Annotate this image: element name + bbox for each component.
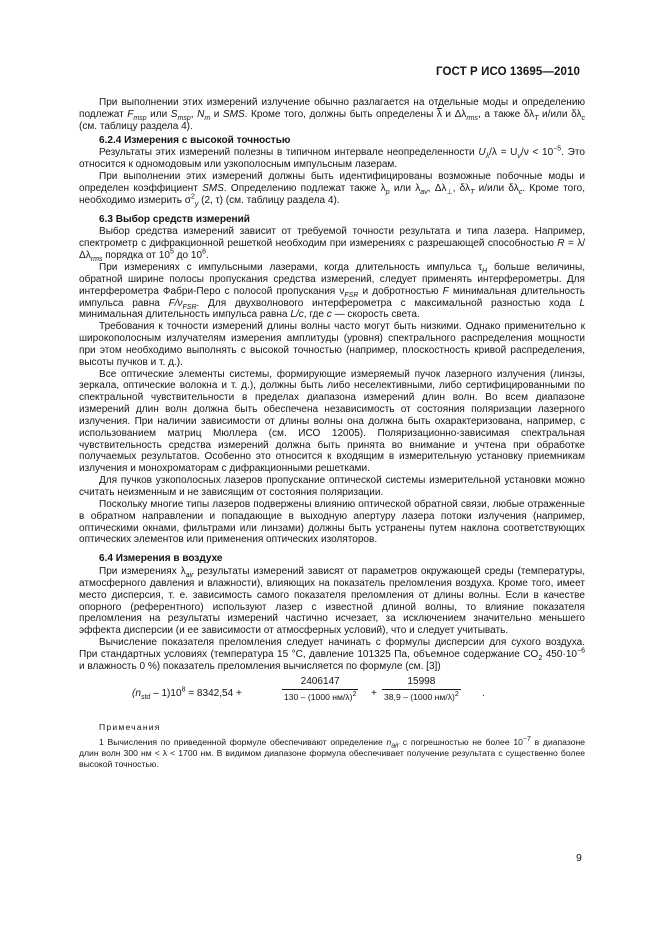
paragraph-refraction-index: Вычисление показателя преломления следует начинать с формулы дисперсии для сухого воздуха. При стандартных условиях (температура 15 °С, давление 101325 Па, объемное содержание $CO_2$ $450\cdot 10^{-6}$ и влажность 0 %) показатель преломления вычисляется по формуле (см. [3]) xyxy=(79,637,585,672)
section-heading-6-3: 6.3 Выбор средств измерений xyxy=(99,213,250,225)
paragraph-feedback: Поскольку многие типы лазеров подвержены влиянию оптической обратной связи, любые отраженные в обратном направлении и попадающие в выходную апертуру лазера потоки излучения (например, оптическими окнами, фильтрами или линзами) должны быть устранены путем наклона соответствующих оптических элементов или применения оптических изоляторов. xyxy=(79,498,585,546)
paragraph-modes: При выполнении этих измерений излучение обычно разлагается на отдельные моды и определению подлежат $F_{msp}$ или $S_{msp}$, $N_m$ и SMS. Кроме того, должны быть определены $\overline{\lambda}$ и $\Delta\lambda_{rms}$, а также $\delta\lambda_T$ и/или $\delta\lambda_c$ (см. таблицу раздела 4). xyxy=(79,97,586,132)
document-body xyxy=(79,97,585,770)
paragraph-accuracy: Требования к точности измерений длины волны часто могут быть низкими. Однако применительно к широкополосным излучателям измерения амплитуды (уровня) спектрального распределения мощности при этом необходимо выполнять с высокой точностью (например, плоскостность кривой распределения, высоты пучков и т. д.). xyxy=(79,321,585,368)
page-number: 9 xyxy=(576,852,582,864)
paragraph-narrowband: Для пучков узкополосных лазеров пропускание оптической системы измерительной установки можно считать неизменным и не зависящим от состояния поляризации. xyxy=(79,475,585,498)
formula-fraction-1: 2406147 130 – (1000 нм/λ)$^2$ xyxy=(284,675,357,702)
paragraph-side-modes: При выполнении этих измерений должны быть идентифицированы возможные побочные моды и определен коэффициент SMS. Определению подлежат также $\lambda_p$ или $\lambda_{av}$, $\Delta\lambda_\perp$, $\delta\lambda_T$ и/или $\delta\lambda_c$. Кроме того, необходимо измерить $\sigma^2_y$ (2, τ) (см. таблицу раздела 4). xyxy=(79,171,586,208)
dispersion-formula: $(n_{std} - 1)10^8 = 8342,54$ + 2406147 130 – (1000 нм/λ)$^2$ + 15998 38,9 – (1000 нм/λ)$^2$ . xyxy=(132,675,485,702)
paragraph-pulsed-lasers: При измерениях с импульсными лазерами, когда длительность импульса $\tau_H$ больше величины, обратной ширине полосы пропускания средства измерений, следует применять интерферометры. Для интерферометра Фабри-Перо с полосой пропускания $\nu_{FSR}$ и добротностью F минимальная длительность импульса равна $F/\nu_{FSR}$. Для двухволнового интерферометра с максимальной разностью хода L минимальная длительность импульса равна L/c, где c — скорость света. xyxy=(79,261,585,321)
paragraph-uncertainty: Результаты этих измерений полезны в типичном интервале неопределенности $U_\lambda/\lambda = U_\nu/\nu < 10^{-5}$. Это относится к одномодовым или узкополосным импульсным лазерам. xyxy=(79,146,585,171)
formula-lhs: $(n_{std} - 1)10^8 = 8342,54$ + xyxy=(132,686,242,701)
paragraph-instrument-choice: Выбор средства измерений зависит от требуемой точности результата и типа лазера. Например, спектрометр с дифракционной решеткой необходим при измерениях с разрешающей способностью $R = \lambda/\Delta\lambda_{rms}$ порядка от $10^5$ до $10^6$. xyxy=(79,226,586,264)
paragraph-air-measurements: При измерениях $\lambda_{air}$ результаты измерений зависят от параметров окружающей среды (температуры, атмосферного давления и влажности), влияющих на показатель преломления воздуха. Кроме того, имеет место дисперсия, т. е. зависимость самого показателя преломления от длины волны. Если в качестве опорного (референтного) используют лазер с известной длиной волны, то влияние показателя преломления на результаты измерений частично исчезает, за исключением значительно меньшего эффекта дисперсии (и ее зависимости от атмосферных условий), что и следует учитывать. xyxy=(79,566,585,637)
notes-title: Примечания xyxy=(99,721,161,732)
page-header: ГОСТ Р ИСО 13695—2010 xyxy=(435,66,580,78)
section-heading-6-4: 6.4 Измерения в воздухе xyxy=(99,553,223,565)
section-heading-6-2-4: 6.2.4 Измерения с высокой точностью xyxy=(99,134,291,146)
paragraph-optical-elements: Все оптические элементы системы, формирующие измеряемый пучок лазерного излучения (линзы, зеркала, оптические волокна и т. д.), должны быть либо неселективными, либо сертифицированными по спектральной чувствительности в пределах диапазона измерений длин волн. Во всем диапазоне измерений длин волн должна быть обеспечена независимость от состояния поляризации лазерного излучения. При наличии зависимости от длины волны она должна быть охарактеризована, например, с использованием матриц Мюллера (см. ИСО 12005). Поляризационно-зависимая спектральная чувствительность средства измерений должна быть принята во внимание и учтена при обработке получаемых результатов. Особенно это относится к входящим в измерительную установку приемникам излучения и монохроматорам с дифракционными решетками. xyxy=(79,368,585,475)
note-1: 1 Вычисления по приведенной формуле обеспечивают определение $n_{air}$ с погрешностью не более $10^{-7}$ в диапазоне длин волн 300 нм < λ < 1700 нм. В видимом диапазоне формула обеспечивает получение результата с существенно более высокой точностью. xyxy=(79,735,586,769)
formula-fraction-2: 15998 38,9 – (1000 нм/λ)$^2$ xyxy=(384,675,459,702)
